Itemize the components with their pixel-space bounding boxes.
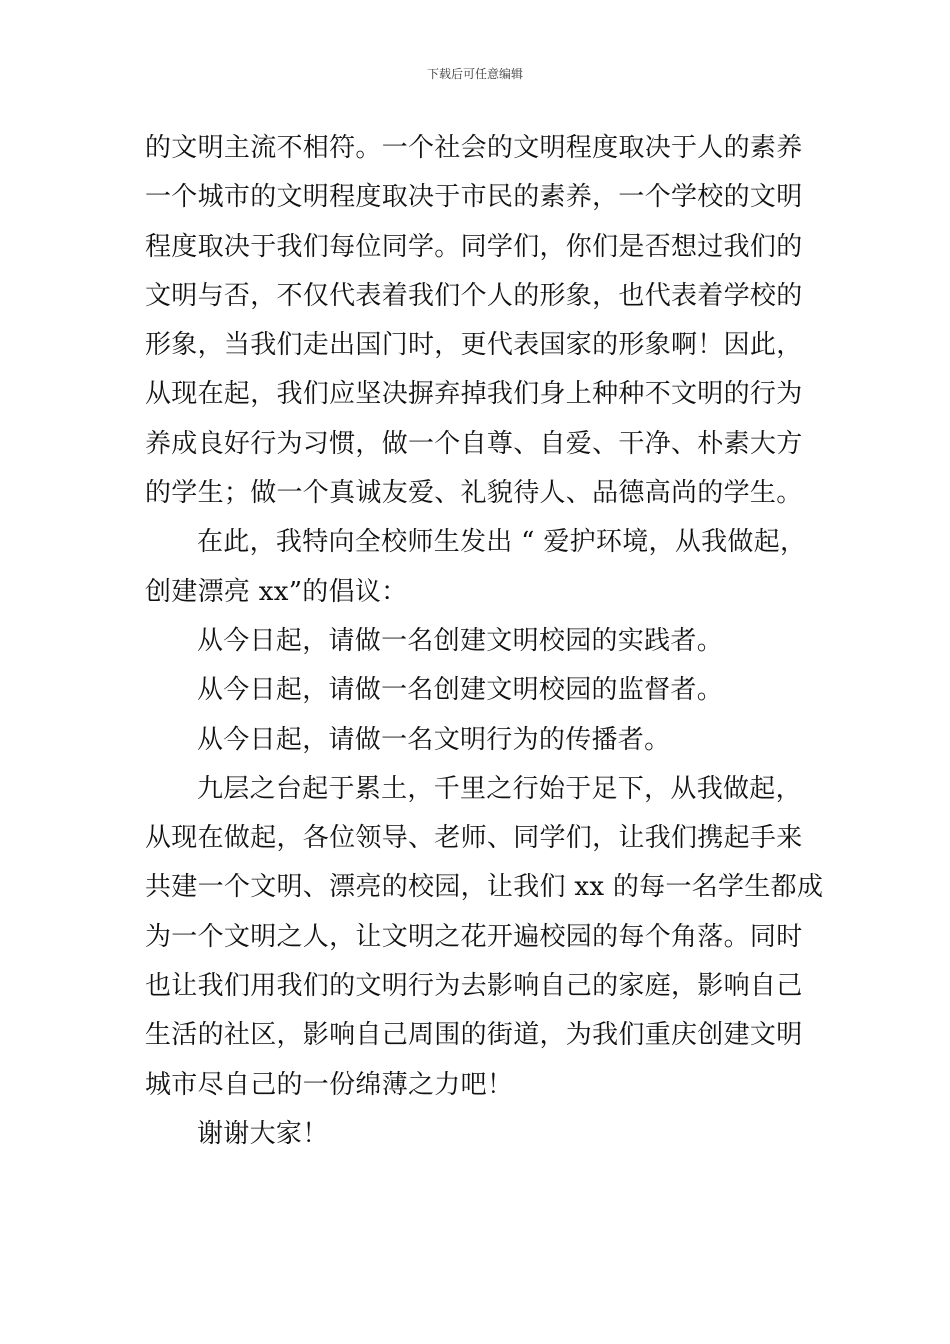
text-line: 从今日起，请做一名创建文明校园的监督者。 [197, 675, 724, 706]
text-line: 从今日起，请做一名创建文明校园的实践者。 [197, 625, 724, 656]
text-line: 形象，当我们走出国门时，更代表国家的形象啊！因此， [145, 330, 803, 361]
text-line: 生活的社区，影响自己周围的街道，为我们重庆创建文明 [145, 1020, 803, 1051]
text-line: 的文明主流不相符。一个社会的文明程度取决于人的素养 [145, 133, 803, 163]
text-line: 从现在起，我们应坚决摒弃掉我们身上种种不文明的行为 [145, 379, 803, 410]
text-line: 程度取决于我们每位同学。同学们，你们是否想过我们的 [145, 231, 803, 262]
text-line: 城市尽自己的一份绵薄之力吧！ [145, 1069, 514, 1100]
text-line: 养成良好行为习惯，做一个自尊、自爱、干净、朴素大方 [145, 428, 803, 459]
text-line: 一个城市的文明程度取决于市民的素养，一个学校的文明 [145, 182, 803, 213]
text-line: 也让我们用我们的文明行为去影响自己的家庭，影响自己 [145, 971, 803, 1002]
text-line: 从现在做起，各位领导、老师、同学们，让我们携起手来 [145, 823, 803, 854]
text-line: 文明与否，不仅代表着我们个人的形象，也代表着学校的 [145, 280, 803, 311]
text-line: 为一个文明之人，让文明之花开遍校园的每个角落。同时 [145, 921, 803, 952]
text-line: 共建一个文明、漂亮的校园，让我们 xx 的每一名学生都成 [145, 872, 824, 903]
text-line: 创建漂亮 xx”的倡议： [145, 576, 408, 607]
text-line: 在此，我特向全校师生发出 “ 爱护环境，从我做起， [197, 527, 807, 558]
text-line: 谢谢大家！ [197, 1118, 329, 1149]
text-line: 九层之台起于累土，千里之行始于足下，从我做起， [197, 773, 802, 804]
page-header: 下载后可任意编辑 [426, 67, 523, 81]
document-body [145, 124, 824, 1159]
text-line: 从今日起，请做一名文明行为的传播者。 [197, 724, 671, 755]
text-line: 的学生；做一个真诚友爱、礼貌待人、品德高尚的学生。 [145, 478, 803, 509]
